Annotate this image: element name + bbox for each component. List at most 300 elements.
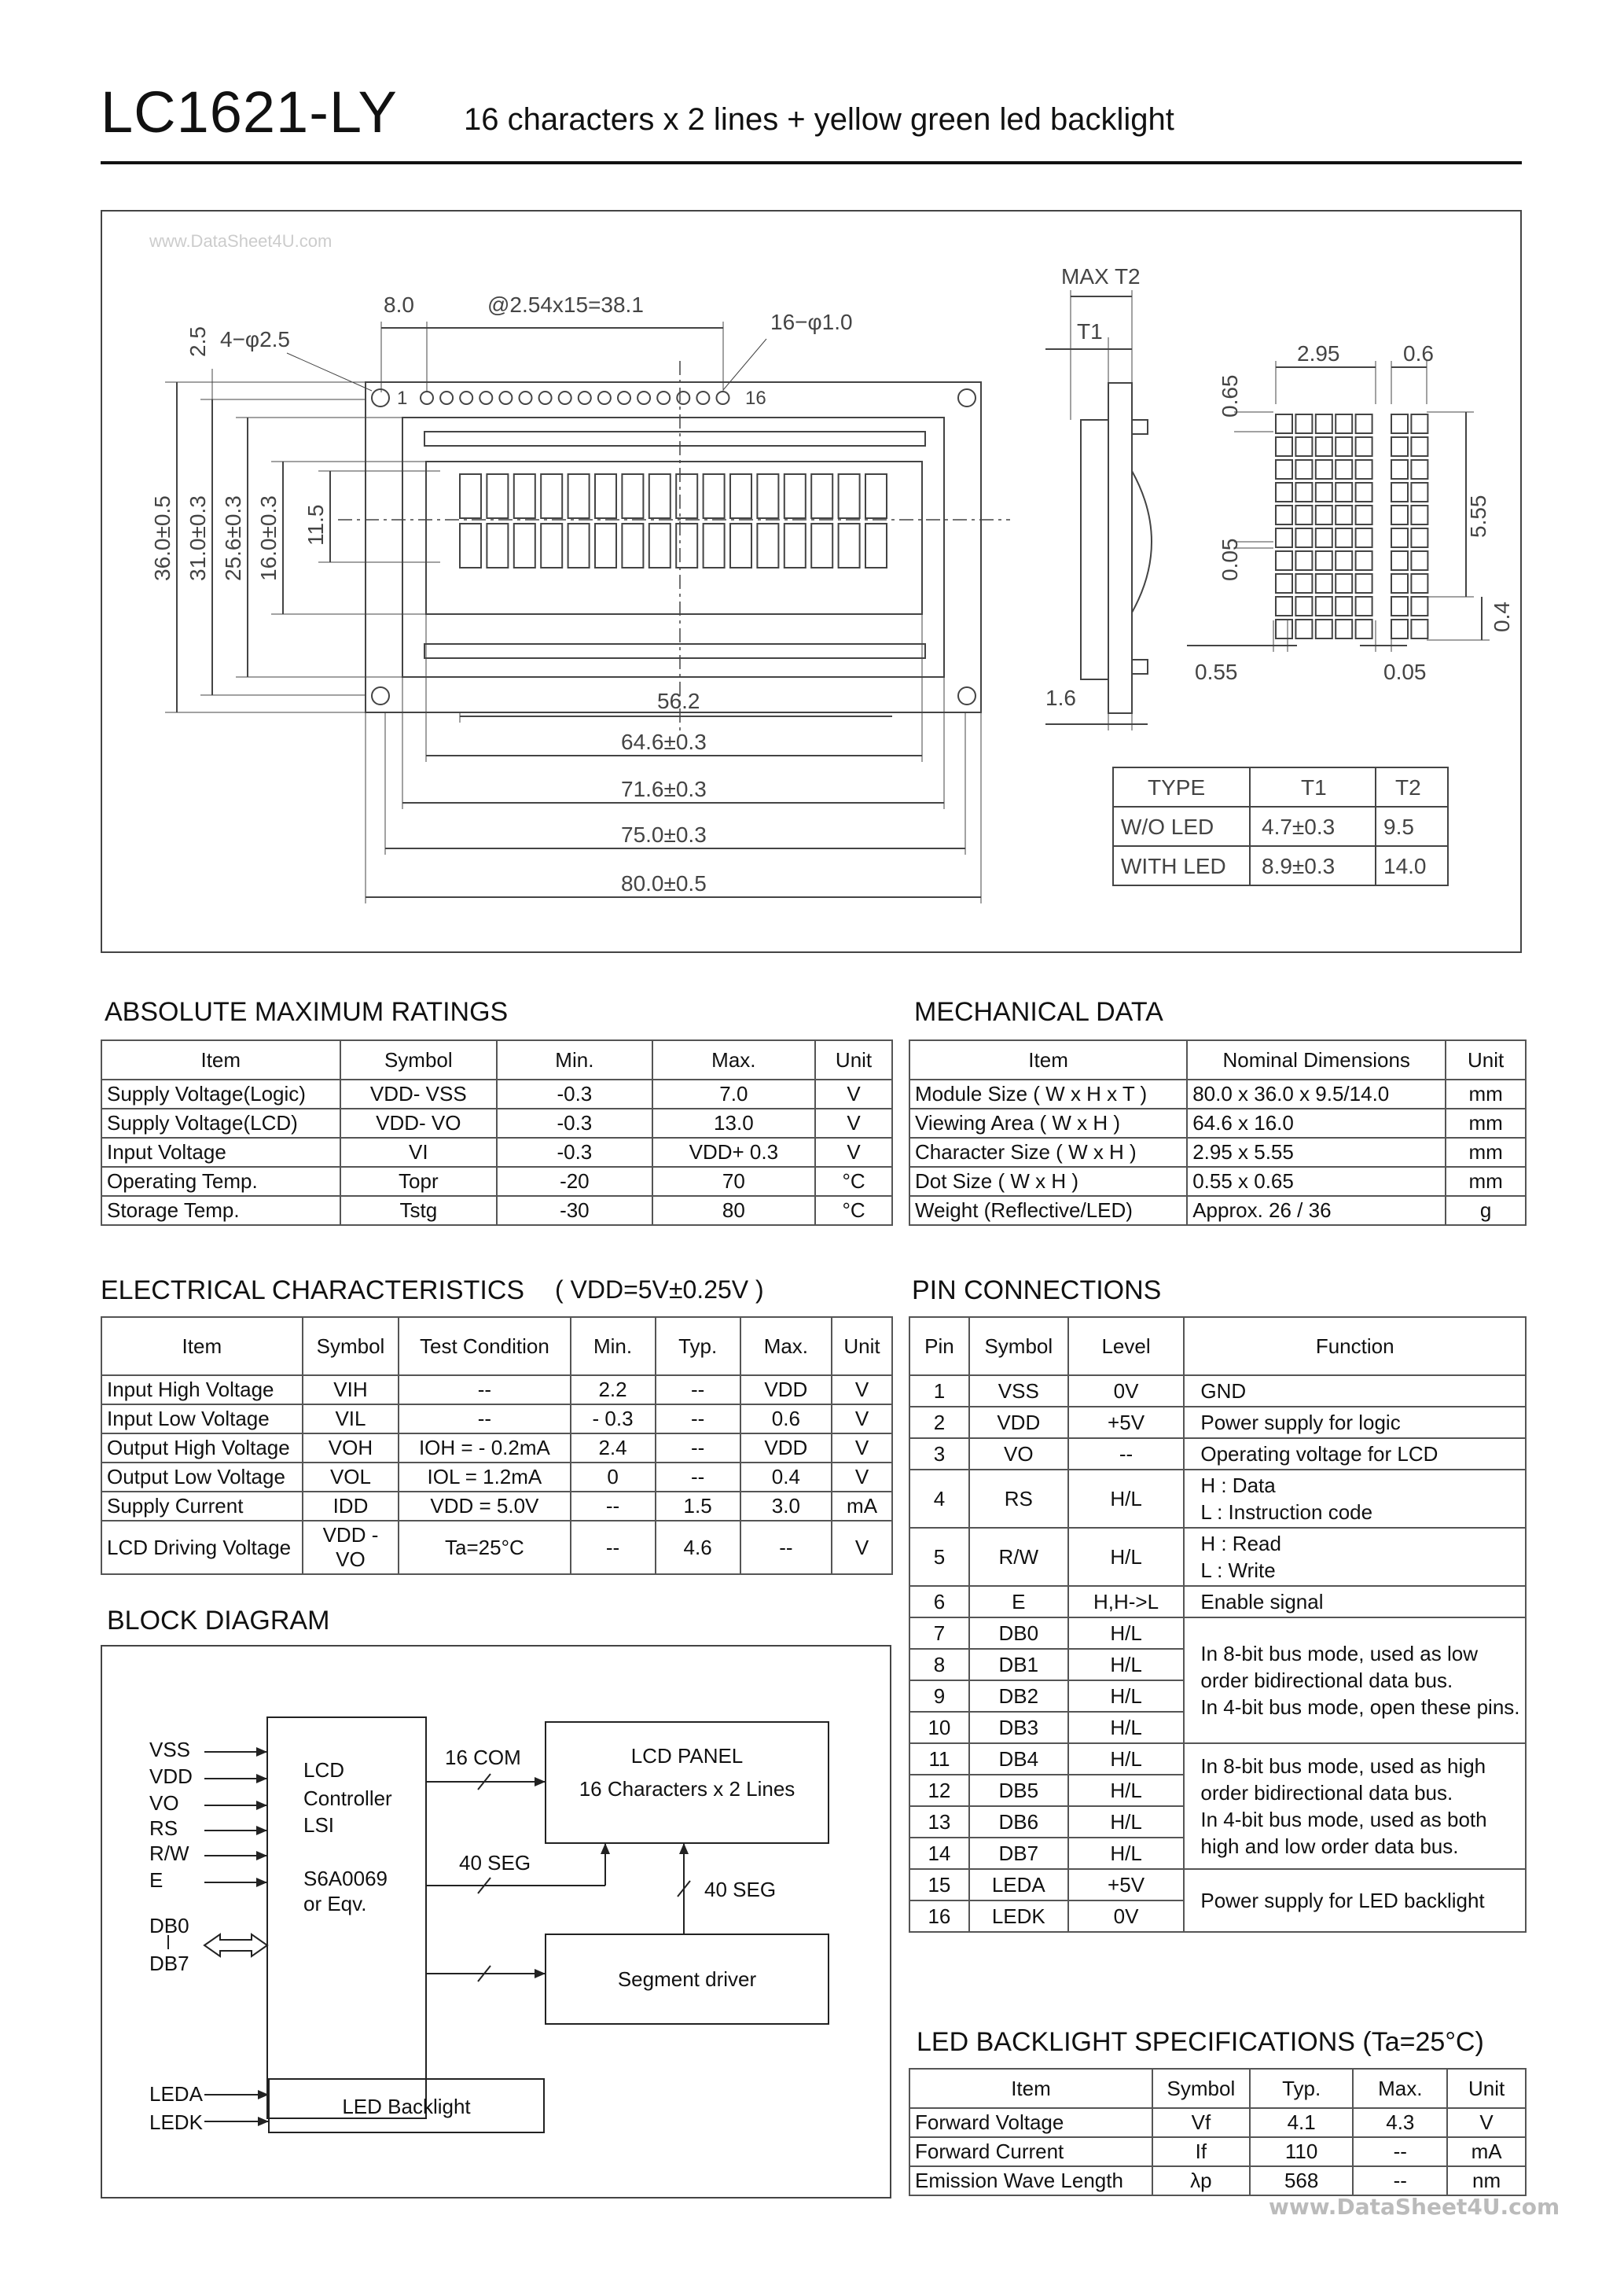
mech-cell: Weight (Reflective/LED) xyxy=(909,1196,1187,1225)
controller-line-5: S6A0069 xyxy=(303,1867,388,1890)
dim-25-6: 25.6±0.3 xyxy=(221,495,245,581)
table-row xyxy=(101,1109,892,1138)
led-cell: Forward Voltage xyxy=(909,2108,1152,2137)
pins-cell: DB0 xyxy=(969,1617,1068,1649)
table-row xyxy=(101,1196,892,1225)
pixel-dot xyxy=(1295,620,1312,638)
pins-cell: DB3 xyxy=(969,1712,1068,1743)
elec-cell: 1.5 xyxy=(656,1492,740,1521)
elec-cell: mA xyxy=(832,1492,892,1521)
elec-cell: Supply Current xyxy=(101,1492,303,1521)
mech-cell: mm xyxy=(1446,1138,1526,1167)
amr-cell: 13.0 xyxy=(652,1109,816,1138)
mech-cell: mm xyxy=(1446,1080,1526,1109)
pin-hole xyxy=(618,392,630,404)
elec-title: ELECTRICAL CHARACTERISTICS xyxy=(101,1275,525,1305)
led-header-symbol: Symbol xyxy=(1152,2069,1250,2108)
pixel-dot xyxy=(1356,620,1372,638)
amr-cell: Operating Temp. xyxy=(101,1167,340,1196)
led-table xyxy=(909,2068,1527,2196)
amr-header-symbol: Symbol xyxy=(340,1040,498,1080)
controller-box xyxy=(267,1717,426,2118)
pixel-dot xyxy=(1276,506,1292,524)
pixel-dot xyxy=(1356,574,1372,593)
pins-cell: 11 xyxy=(909,1743,969,1775)
amr-cell: °C xyxy=(815,1167,892,1196)
page-subtitle: 16 characters x 2 lines + yellow green led backlight xyxy=(464,102,1174,137)
amr-cell: V xyxy=(815,1109,892,1138)
pins-cell: H/L xyxy=(1068,1806,1185,1838)
pixel-dot xyxy=(1276,551,1292,570)
pixel-dot xyxy=(1391,620,1408,638)
pins-cell: VSS xyxy=(969,1375,1068,1407)
led-cell: λp xyxy=(1152,2166,1250,2195)
dim-71-6: 71.6±0.3 xyxy=(621,777,707,801)
amr-cell: Storage Temp. xyxy=(101,1196,340,1225)
pixel-dot xyxy=(1316,506,1332,524)
pixel-dot xyxy=(1316,597,1332,616)
table-row xyxy=(101,1138,892,1167)
pixel-dot xyxy=(1276,414,1292,433)
pins-cell: 4 xyxy=(909,1470,969,1528)
amr-header-item: Item xyxy=(101,1040,340,1080)
elec-cell: V xyxy=(832,1404,892,1433)
pixel-dot xyxy=(1316,528,1332,547)
block-input-e: E xyxy=(149,1868,164,1892)
mech-cell: Character Size ( W x H ) xyxy=(909,1138,1187,1167)
mech-cell: mm xyxy=(1446,1167,1526,1196)
pixel-dot xyxy=(1316,437,1332,456)
dim-16-0: 16.0±0.3 xyxy=(256,495,281,581)
pin-hole xyxy=(677,392,689,404)
elec-cell: -- xyxy=(656,1463,740,1492)
character-cell xyxy=(460,524,481,568)
pins-header-pin: Pin xyxy=(909,1317,969,1375)
character-cell xyxy=(460,474,481,518)
pins-cell: H/L xyxy=(1068,1649,1185,1680)
table-row xyxy=(101,1463,892,1492)
elec-cell: Output Low Voltage xyxy=(101,1463,303,1492)
pins-header-level: Level xyxy=(1068,1317,1185,1375)
title-rule xyxy=(101,161,1522,164)
table-row xyxy=(909,1375,1526,1407)
amr-cell: °C xyxy=(815,1196,892,1225)
pin-hole xyxy=(579,392,591,404)
led-cell: 110 xyxy=(1250,2137,1354,2166)
pixel-dot xyxy=(1411,620,1427,638)
pixel-dot xyxy=(1411,437,1427,456)
pixel-dot xyxy=(1316,620,1332,638)
character-cell xyxy=(649,474,671,518)
elec-cell: VDD = 5.0V xyxy=(399,1492,570,1521)
mount-hole-br xyxy=(958,687,976,705)
pixel-dot xyxy=(1411,528,1427,547)
elec-cell: VDD xyxy=(740,1433,832,1463)
pins-cell: 8 xyxy=(909,1649,969,1680)
pins-cell: H/L xyxy=(1068,1775,1185,1806)
pixel-dot xyxy=(1391,574,1408,593)
character-cell xyxy=(568,474,590,518)
type-table-r0c2: 9.5 xyxy=(1383,815,1414,839)
elec-cell: VIH xyxy=(303,1375,399,1404)
block-title: BLOCK DIAGRAM xyxy=(107,1606,330,1636)
elec-header-min: Min. xyxy=(571,1317,656,1375)
pixel-dot xyxy=(1336,551,1352,570)
pixel-dot xyxy=(1391,528,1408,547)
elec-cell: VDD - VO xyxy=(303,1521,399,1574)
elec-cell: -- xyxy=(571,1521,656,1574)
type-table-r0c1: 4.7±0.3 xyxy=(1262,815,1336,839)
pins-cell: DB4 xyxy=(969,1743,1068,1775)
pins-cell: 16 xyxy=(909,1900,969,1932)
mount-hole-bl xyxy=(372,687,389,705)
dot-0-05b: 0.05 xyxy=(1383,660,1427,684)
amr-cell: Topr xyxy=(340,1167,498,1196)
pixel-dot xyxy=(1295,460,1312,479)
pixel-dot xyxy=(1295,483,1312,502)
elec-cell: V xyxy=(832,1375,892,1404)
led-cell: -- xyxy=(1353,2166,1447,2195)
table-row xyxy=(101,1080,892,1109)
table-row xyxy=(909,1617,1526,1649)
led-cell: nm xyxy=(1447,2166,1526,2195)
character-cell xyxy=(595,524,616,568)
amr-cell: 80 xyxy=(652,1196,816,1225)
side-view-pcb xyxy=(1108,383,1132,713)
amr-cell: 7.0 xyxy=(652,1080,816,1109)
pixel-dot xyxy=(1295,574,1312,593)
pixel-dot xyxy=(1316,551,1332,570)
elec-cell: -- xyxy=(399,1404,570,1433)
pixel-dot xyxy=(1391,506,1408,524)
pins-function-cell: In 8-bit bus mode, used as low order bidirectional data bus. In 4-bit bus mode, open these pins. xyxy=(1184,1617,1526,1743)
pin-hole xyxy=(696,392,709,404)
elec-cell: -- xyxy=(399,1375,570,1404)
pins-cell: DB7 xyxy=(969,1838,1068,1869)
pins-header-symbol: Symbol xyxy=(969,1317,1068,1375)
footer-watermark: www.DataSheet4U.com xyxy=(1269,2194,1560,2220)
elec-cell: LCD Driving Voltage xyxy=(101,1521,303,1574)
pins-cell: VO xyxy=(969,1438,1068,1470)
mech-cell: 2.95 x 5.55 xyxy=(1187,1138,1446,1167)
character-cell xyxy=(595,474,616,518)
type-table-h1: T1 xyxy=(1301,775,1327,800)
pins-cell: 1 xyxy=(909,1375,969,1407)
elec-header-item: Item xyxy=(101,1317,303,1375)
character-cell xyxy=(622,524,643,568)
pixel-dot xyxy=(1276,483,1292,502)
elec-header-max: Max. xyxy=(740,1317,832,1375)
elec-cell: 0 xyxy=(571,1463,656,1492)
led-cell: 568 xyxy=(1250,2166,1354,2195)
character-cell xyxy=(704,524,725,568)
pixel-dot xyxy=(1276,574,1292,593)
pins-cell: +5V xyxy=(1068,1869,1185,1900)
elec-cell: -- xyxy=(656,1433,740,1463)
pins-cell: RS xyxy=(969,1470,1068,1528)
type-table-r1c1: 8.9±0.3 xyxy=(1262,854,1336,878)
amr-cell: V xyxy=(815,1138,892,1167)
led-backlight-label: LED Backlight xyxy=(342,2095,471,2118)
side-max-t2: MAX T2 xyxy=(1061,264,1141,289)
viewing-area xyxy=(426,462,922,614)
block-db0: DB0 xyxy=(149,1914,189,1937)
elec-condition: ( VDD=5V±0.25V ) xyxy=(555,1275,764,1304)
block-input-vss: VSS xyxy=(149,1738,191,1761)
character-cells xyxy=(460,474,887,568)
pixel-dot xyxy=(1316,460,1332,479)
mech-cell: mm xyxy=(1446,1109,1526,1138)
dot-0-6: 0.6 xyxy=(1403,341,1434,366)
elec-cell: Input High Voltage xyxy=(101,1375,303,1404)
dot-0-05: 0.05 xyxy=(1218,538,1242,581)
table-row xyxy=(101,1492,892,1521)
led-header-max: Max. xyxy=(1353,2069,1447,2108)
character-cell xyxy=(541,524,562,568)
pixel-dot xyxy=(1411,414,1427,433)
amr-cell: Supply Voltage(Logic) xyxy=(101,1080,340,1109)
page-title: LC1621-LY xyxy=(101,79,398,145)
led-header-unit: Unit xyxy=(1447,2069,1526,2108)
pixel-dot xyxy=(1336,414,1352,433)
led-cell: 4.3 xyxy=(1353,2108,1447,2137)
pixel-dot xyxy=(1295,528,1312,547)
block-16-com: 16 COM xyxy=(445,1746,521,1769)
elec-cell: Ta=25°C xyxy=(399,1521,570,1574)
controller-line-1: LCD xyxy=(303,1758,345,1782)
character-cell xyxy=(541,474,562,518)
pins-cell: 3 xyxy=(909,1438,969,1470)
side-view-lcd xyxy=(1081,420,1108,679)
elec-cell: Input Low Voltage xyxy=(101,1404,303,1433)
mech-header-dims: Nominal Dimensions xyxy=(1187,1040,1446,1080)
pixel-dot xyxy=(1391,551,1408,570)
elec-header-condition: Test Condition xyxy=(399,1317,570,1375)
block-svg xyxy=(102,1647,893,2200)
pins-cell: 10 xyxy=(909,1712,969,1743)
pin-hole xyxy=(479,392,492,404)
pixel-dot xyxy=(1276,437,1292,456)
elec-cell: 2.4 xyxy=(571,1433,656,1463)
pins-cell: H,H->L xyxy=(1068,1586,1185,1617)
side-1-6: 1.6 xyxy=(1045,686,1076,710)
pins-cell: DB1 xyxy=(969,1649,1068,1680)
elec-cell: IDD xyxy=(303,1492,399,1521)
dim-pin-hole: 16−φ1.0 xyxy=(770,310,853,334)
elec-cell: 4.6 xyxy=(656,1521,740,1574)
amr-cell: VI xyxy=(340,1138,498,1167)
pixel-dot xyxy=(1411,551,1427,570)
led-cell: Vf xyxy=(1152,2108,1250,2137)
character-cell xyxy=(514,524,535,568)
pins-cell: H/L xyxy=(1068,1712,1185,1743)
amr-title: ABSOLUTE MAXIMUM RATINGS xyxy=(105,997,509,1027)
controller-line-6: or Eqv. xyxy=(303,1892,367,1915)
panel-line-2: 16 Characters x 2 Lines xyxy=(579,1777,795,1801)
led-cell: If xyxy=(1152,2137,1250,2166)
dim-36-0: 36.0±0.5 xyxy=(150,495,175,581)
table-row xyxy=(909,1528,1526,1586)
pixel-dot xyxy=(1316,414,1332,433)
bezel-outline xyxy=(402,418,944,677)
amr-cell: V xyxy=(815,1080,892,1109)
elec-cell: 2.2 xyxy=(571,1375,656,1404)
table-row xyxy=(101,1375,892,1404)
pins-cell: 15 xyxy=(909,1869,969,1900)
block-diagram xyxy=(101,1645,891,2198)
character-cell xyxy=(757,474,778,518)
pin-hole xyxy=(598,392,611,404)
pixel-dot xyxy=(1316,574,1332,593)
character-cell xyxy=(730,524,751,568)
elec-header-symbol: Symbol xyxy=(303,1317,399,1375)
dot-matrix xyxy=(1276,414,1427,638)
pins-cell: 0V xyxy=(1068,1375,1185,1407)
pins-function-cell: In 8-bit bus mode, used as high order bidirectional data bus. In 4-bit bus mode, used as both high and low order data bus. xyxy=(1184,1743,1526,1869)
pixel-dot xyxy=(1356,483,1372,502)
pixel-dot xyxy=(1295,437,1312,456)
type-table-r0c0: W/O LED xyxy=(1121,815,1214,839)
amr-cell: Supply Voltage(LCD) xyxy=(101,1109,340,1138)
pins-function-cell: Power supply for logic xyxy=(1184,1407,1526,1438)
pin-hole xyxy=(520,392,532,404)
character-cell xyxy=(784,524,806,568)
dim-80-0: 80.0±0.5 xyxy=(621,871,707,896)
character-cell xyxy=(730,474,751,518)
character-cell xyxy=(784,474,806,518)
pins-cell: LEDA xyxy=(969,1869,1068,1900)
pin-16-label: 16 xyxy=(745,388,766,409)
amr-table xyxy=(101,1039,893,1226)
character-cell xyxy=(649,524,671,568)
elec-cell: -- xyxy=(571,1492,656,1521)
pixel-dot xyxy=(1391,483,1408,502)
amr-cell: -20 xyxy=(497,1167,652,1196)
led-title: LED BACKLIGHT SPECIFICATIONS (Ta=25°C) xyxy=(917,2027,1484,2057)
mech-title: MECHANICAL DATA xyxy=(914,997,1163,1027)
pin-hole xyxy=(499,392,512,404)
amr-cell: Tstg xyxy=(340,1196,498,1225)
pins-cell: 6 xyxy=(909,1586,969,1617)
dim-56-2: 56.2 xyxy=(657,689,700,713)
pin-1-label: 1 xyxy=(397,388,408,409)
elec-cell: VOL xyxy=(303,1463,399,1492)
elec-cell: V xyxy=(832,1433,892,1463)
pixel-dot xyxy=(1336,620,1352,638)
amr-cell: VDD- VSS xyxy=(340,1080,498,1109)
pin-hole xyxy=(421,392,433,404)
amr-header-max: Max. xyxy=(652,1040,816,1080)
pins-cell: H/L xyxy=(1068,1617,1185,1649)
controller-line-2: Controller xyxy=(303,1786,392,1810)
pixel-dot xyxy=(1391,597,1408,616)
elec-cell: 0.6 xyxy=(740,1404,832,1433)
pins-cell: +5V xyxy=(1068,1407,1185,1438)
pixel-dot xyxy=(1391,460,1408,479)
character-cell xyxy=(757,524,778,568)
dim-8-0: 8.0 xyxy=(384,293,414,317)
dim-75-0: 75.0±0.3 xyxy=(621,822,707,847)
led-cell: 4.1 xyxy=(1250,2108,1354,2137)
table-row xyxy=(101,1404,892,1433)
panel-line-1: LCD PANEL xyxy=(630,1744,744,1768)
pixel-dot xyxy=(1276,460,1292,479)
elec-cell: -- xyxy=(656,1404,740,1433)
table-row xyxy=(909,1109,1526,1138)
pin-hole xyxy=(637,392,650,404)
table-row xyxy=(909,1869,1526,1900)
pins-cell: 14 xyxy=(909,1838,969,1869)
mech-cell: 80.0 x 36.0 x 9.5/14.0 xyxy=(1187,1080,1446,1109)
amr-header-min: Min. xyxy=(497,1040,652,1080)
pixel-dot xyxy=(1356,597,1372,616)
amr-header-unit: Unit xyxy=(815,1040,892,1080)
pins-cell: H/L xyxy=(1068,1528,1185,1586)
side-t1: T1 xyxy=(1077,319,1103,344)
pins-cell: H/L xyxy=(1068,1470,1185,1528)
pixel-dot xyxy=(1411,574,1427,593)
led-header-item: Item xyxy=(909,2069,1152,2108)
block-input-rs: RS xyxy=(149,1816,178,1840)
pin-hole xyxy=(717,392,729,404)
dot-0-55: 0.55 xyxy=(1195,660,1238,684)
led-header-typ: Typ. xyxy=(1250,2069,1354,2108)
character-cell xyxy=(811,474,832,518)
dot-5-55: 5.55 xyxy=(1466,495,1490,538)
character-cell xyxy=(839,474,860,518)
pixel-dot xyxy=(1295,506,1312,524)
pixel-dot xyxy=(1336,528,1352,547)
type-table-r1c2: 14.0 xyxy=(1383,854,1427,878)
pins-function-cell: H : Data L : Instruction code xyxy=(1184,1470,1526,1528)
block-input-vo: VO xyxy=(149,1791,179,1815)
pins-cell: VDD xyxy=(969,1407,1068,1438)
type-table-h0: TYPE xyxy=(1148,775,1206,800)
pixel-dot xyxy=(1295,597,1312,616)
table-row xyxy=(909,1080,1526,1109)
mech-header-item: Item xyxy=(909,1040,1187,1080)
pins-cell: 13 xyxy=(909,1806,969,1838)
pins-cell: DB6 xyxy=(969,1806,1068,1838)
table-row xyxy=(909,1407,1526,1438)
pixel-dot xyxy=(1295,414,1312,433)
character-cell xyxy=(865,524,887,568)
character-cell xyxy=(568,524,590,568)
table-row xyxy=(909,1196,1526,1225)
block-input-rw: R/W xyxy=(149,1842,189,1865)
pin-hole xyxy=(460,392,472,404)
pixel-dot xyxy=(1316,483,1332,502)
pins-cell: H/L xyxy=(1068,1838,1185,1869)
mech-header-unit: Unit xyxy=(1446,1040,1526,1080)
dim-31-0: 31.0±0.3 xyxy=(186,495,210,581)
dim-11-5: 11.5 xyxy=(303,504,328,546)
pixel-dot xyxy=(1411,483,1427,502)
pins-table xyxy=(909,1316,1527,1933)
pins-cell: 0V xyxy=(1068,1900,1185,1932)
pins-cell: 9 xyxy=(909,1680,969,1712)
pixel-dot xyxy=(1276,597,1292,616)
pins-cell: DB5 xyxy=(969,1775,1068,1806)
amr-cell: -30 xyxy=(497,1196,652,1225)
pins-cell: 12 xyxy=(909,1775,969,1806)
drawing-watermark: www.DataSheet4U.com xyxy=(149,231,333,251)
mount-hole-tr xyxy=(958,389,976,407)
pixel-dot xyxy=(1356,437,1372,456)
amr-cell: VDD- VO xyxy=(340,1109,498,1138)
elec-cell: -- xyxy=(740,1521,832,1574)
character-cell xyxy=(811,524,832,568)
